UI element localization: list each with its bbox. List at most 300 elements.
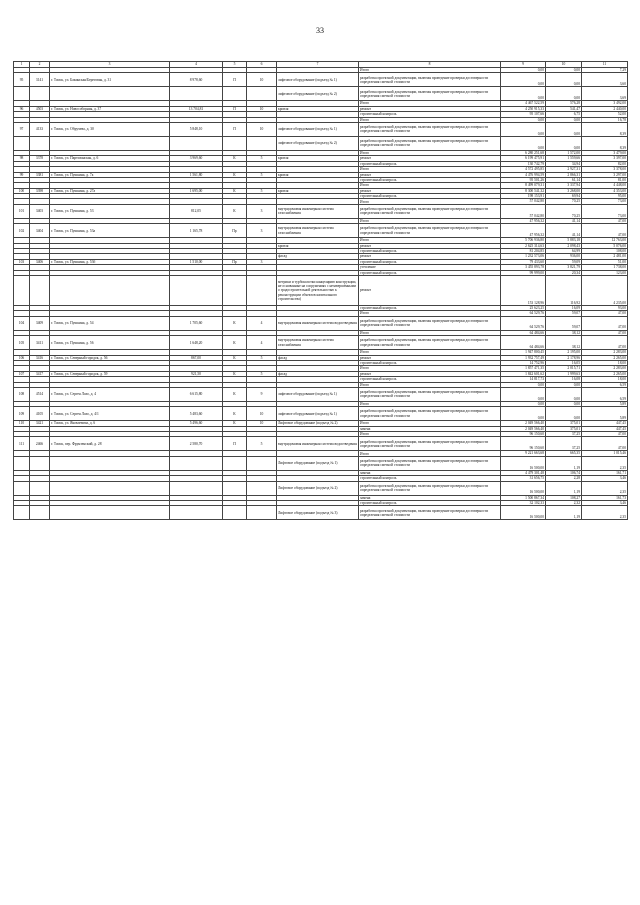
cost-cell: 0,00: [501, 401, 546, 406]
cost-per-sqm-cell: 41,14: [546, 218, 582, 223]
cost-cell: 0,00: [501, 387, 546, 401]
table-row: [14, 316, 628, 330]
cost-per-sqm-cell: 2 098,43: [546, 243, 582, 248]
limit-cost-cell: 47,00: [582, 311, 628, 316]
floors-cell: 10: [247, 73, 277, 87]
cost-per-sqm-cell: 108,27: [546, 495, 582, 500]
floors-cell: [247, 456, 277, 470]
cost-per-sqm-cell: 2 927,31: [546, 167, 582, 172]
area-cell: [170, 481, 223, 495]
table-row: [14, 204, 628, 218]
cost-cell: 6 199 475,91: [501, 156, 546, 161]
cost-cell: 0,00: [501, 117, 546, 122]
work-type-cell: разработка проектной документации, включая проведение проверки достоверности определения сметной стоимости: [359, 73, 501, 87]
limit-cost-cell: 2 283,00: [582, 350, 628, 355]
work-type-cell: разработка проектной документации, включая проведение проверки достоверности определения сметной стоимости: [359, 316, 501, 330]
work-type-cell: Итого: [359, 199, 501, 204]
cost-cell: 25 623,25: [501, 305, 546, 310]
cost-cell: 96 150,60: [501, 432, 546, 437]
row-index-cell: 109: [14, 407, 30, 421]
limit-cost-cell: 52,00: [582, 112, 628, 117]
cost-per-sqm-cell: 69,94: [546, 194, 582, 199]
material-cell: К: [223, 371, 247, 376]
area-cell: 867,00: [170, 355, 223, 360]
cost-per-sqm-cell: 0,00: [546, 136, 582, 150]
material-cell: К: [223, 156, 247, 161]
row-index-cell: 98: [14, 156, 30, 161]
cost-per-sqm-cell: 2 866,31: [546, 172, 582, 177]
limit-cost-cell: 1 738,00: [582, 265, 628, 270]
work-type-cell: Итого: [359, 101, 501, 106]
limit-cost-cell: 4 235,00: [582, 275, 628, 305]
column-number: 10: [546, 62, 582, 68]
limit-cost-cell: 51,00: [582, 259, 628, 264]
limit-cost-cell: 2 265,00: [582, 355, 628, 360]
limit-cost-cell: 3,46: [582, 476, 628, 481]
work-type-cell: строительный контроль: [359, 194, 501, 199]
work-type-cell: разработка проектной документации, включая проведение проверки достоверности определения сметной стоимости: [359, 456, 501, 470]
element-cell: кровля: [277, 243, 359, 248]
element-cell: Лифтовое оборудование (подъезд № 3): [277, 506, 359, 520]
limit-cost-cell: 447,45: [582, 421, 628, 426]
column-number: 3: [50, 62, 170, 68]
floors-cell: [247, 275, 277, 305]
material-cell: [223, 136, 247, 150]
table-row: [14, 122, 628, 136]
limit-cost-cell: 2 440,00: [582, 106, 628, 111]
column-number: 2: [30, 62, 50, 68]
cost-cell: 1 232 573,06: [501, 254, 546, 259]
area-cell: [170, 456, 223, 470]
cost-cell: 5 706 936,80: [501, 238, 546, 243]
row-index-cell: 97: [14, 122, 30, 136]
row-index-cell: 107: [14, 371, 30, 376]
work-type-cell: Итого: [359, 167, 501, 172]
floors-cell: 4: [247, 336, 277, 350]
area-cell: 1 695,00: [170, 188, 223, 193]
row-index-cell: [14, 456, 30, 470]
cost-per-sqm-cell: 0,00: [546, 122, 582, 136]
cost-per-sqm-cell: 6,75: [546, 112, 582, 117]
address-cell: г. Томск, пер. Фрунзенский, д. 28: [50, 437, 170, 451]
address-cell: г. Томск, ул. Пушкина, д. 54: [50, 316, 170, 330]
limit-cost-cell: 3 297,00: [582, 172, 628, 177]
cost-cell: 96 150,60: [501, 437, 546, 451]
house-id-cell: [30, 275, 50, 305]
address-cell: г. Томск, ул. Пушкина, д. 53: [50, 204, 170, 218]
address-cell: [50, 456, 170, 470]
limit-cost-cell: 5,89: [582, 407, 628, 421]
work-type-cell: разработка проектной документации, включая проведение проверки достоверности определения сметной стоимости: [359, 136, 501, 150]
floors-cell: [247, 481, 277, 495]
cost-per-sqm-cell: 665,35: [546, 451, 582, 456]
limit-cost-cell: 1 015,46: [582, 451, 628, 456]
work-type-cell: ремонт: [359, 156, 501, 161]
cost-cell: 64 484,66: [501, 330, 546, 335]
limit-cost-cell: 123,00: [582, 270, 628, 275]
address-cell: г. Томск, ул. Пушкина, д. 56: [50, 336, 170, 350]
column-number: 7: [277, 62, 359, 68]
cost-per-sqm-cell: 59,07: [546, 311, 582, 316]
cost-cell: 57 042,80: [501, 204, 546, 218]
cost-per-sqm-cell: 61,14: [546, 177, 582, 182]
area-cell: [170, 506, 223, 520]
cost-cell: 16 500,00: [501, 481, 546, 495]
cost-per-sqm-cell: 64,99: [546, 249, 582, 254]
house-id-cell: 3378: [30, 156, 50, 161]
table-row: [14, 407, 628, 421]
material-cell: К: [223, 204, 247, 218]
cost-cell: 1 857 471,35: [501, 366, 546, 371]
work-type-cell: ремонт: [359, 172, 501, 177]
cost-cell: 4 572 495,85: [501, 167, 546, 172]
limit-cost-cell: 4 353,00: [582, 188, 628, 193]
material-cell: П: [223, 437, 247, 451]
house-id-cell: 4133: [30, 122, 50, 136]
row-index-cell: 105: [14, 336, 30, 350]
cost-per-sqm-cell: 1 559,66: [546, 156, 582, 161]
column-number: 6: [247, 62, 277, 68]
cost-per-sqm-cell: 37,25: [546, 437, 582, 451]
limit-cost-cell: 447,45: [582, 426, 628, 431]
limit-cost-cell: 161,71: [582, 470, 628, 475]
work-type-cell: разработка проектной документации, включая проведение проверки достоверности определения сметной стоимости: [359, 122, 501, 136]
material-cell: П: [223, 122, 247, 136]
work-type-cell: замена: [359, 426, 501, 431]
limit-cost-cell: 3 397,00: [582, 156, 628, 161]
area-cell: 8 978,60: [170, 73, 223, 87]
cost-cell: 153 128,96: [501, 275, 546, 305]
cost-per-sqm-cell: 1,19: [546, 481, 582, 495]
element-cell: лифтовое оборудование (подъезд № 2): [277, 87, 359, 101]
material-cell: [223, 506, 247, 520]
house-id-cell: [30, 136, 50, 150]
limit-cost-cell: 2,35: [582, 481, 628, 495]
table-row: [14, 506, 628, 520]
limit-cost-cell: 47,00: [582, 432, 628, 437]
cost-cell: 0,00: [501, 73, 546, 87]
area-cell: [170, 87, 223, 101]
work-type-cell: Итого: [359, 421, 501, 426]
material-cell: К: [223, 387, 247, 401]
floors-cell: 3: [247, 259, 277, 264]
house-id-cell: 4503: [30, 106, 50, 111]
element-cell: лифтовое оборудование (подъезд № 1): [277, 387, 359, 401]
cost-cell: 0,00: [501, 136, 546, 150]
cost-cell: 0,00: [501, 68, 546, 73]
cost-cell: 0,00: [501, 382, 546, 387]
address-cell: г. Томск, ул. Бакинская/Береговая, д. 31: [50, 73, 170, 87]
house-id-cell: 3404: [30, 224, 50, 238]
address-cell: г. Томск, ул. Северный городок, д. 56: [50, 355, 170, 360]
cost-cell: 4 250 915,33: [501, 106, 546, 111]
cost-per-sqm-cell: 20,34: [546, 270, 582, 275]
house-id-cell: 3403: [30, 204, 50, 218]
work-type-cell: Итого: [359, 150, 501, 155]
work-type-cell: разработка проектной документации, включая проведение проверки достоверности определения сметной стоимости: [359, 506, 501, 520]
limit-cost-cell: 47,00: [582, 437, 628, 451]
page-number: 33: [316, 26, 324, 35]
address-cell: [50, 506, 170, 520]
limit-cost-cell: 6,59: [582, 382, 628, 387]
row-index-cell: [14, 506, 30, 520]
material-cell: П: [223, 106, 247, 111]
house-id-cell: [30, 506, 50, 520]
cost-per-sqm-cell: 2 015,71: [546, 366, 582, 371]
element-cell: метрики и турбоколотки канцелярию конструкции, не основанные на сооружениях с незавершёнными о градостроительной деятельностью к реконструкции объектов капитального строительства): [277, 275, 359, 305]
row-index-cell: 108: [14, 387, 30, 401]
element-cell: лифтовое оборудование (подъезд № 2): [277, 136, 359, 150]
floors-cell: 10: [247, 421, 277, 426]
limit-cost-cell: 6,59: [582, 387, 628, 401]
work-type-cell: ремонт: [359, 243, 501, 248]
material-cell: Пр: [223, 224, 247, 238]
limit-cost-cell: 7,29: [582, 68, 628, 73]
element-cell: кровля: [277, 188, 359, 193]
cost-cell: 14 752,96: [501, 360, 546, 365]
cost-cell: 2 049 566,40: [501, 421, 546, 426]
work-type-cell: строительный контроль: [359, 270, 501, 275]
limit-cost-cell: 3,69: [582, 87, 628, 101]
column-number: 4: [170, 62, 223, 68]
table-row: [14, 136, 628, 150]
floors-cell: [247, 136, 277, 150]
floors-cell: 5: [247, 172, 277, 177]
house-id-cell: [30, 87, 50, 101]
limit-cost-cell: 3 479,00: [582, 150, 628, 155]
work-type-cell: строительный контроль: [359, 501, 501, 506]
cost-per-sqm-cell: 0,00: [546, 387, 582, 401]
work-type-cell: Итого: [359, 311, 501, 316]
material-cell: [223, 456, 247, 470]
cost-cell: 0,00: [501, 407, 546, 421]
cost-cell: 130 742,79: [501, 161, 546, 166]
element-cell: внутридомовая инженерная система газоснабжения: [277, 336, 359, 350]
limit-cost-cell: 8,39: [582, 136, 628, 150]
work-type-cell: строительный контроль: [359, 476, 501, 481]
cost-cell: 0,00: [501, 87, 546, 101]
cost-per-sqm-cell: 34,94: [546, 161, 582, 166]
house-id-cell: 3406: [30, 259, 50, 264]
area-cell: [170, 275, 223, 305]
cost-cell: 31 656,75: [501, 476, 546, 481]
table-row: [14, 87, 628, 101]
area-cell: [170, 136, 223, 150]
limit-cost-cell: 5,89: [582, 401, 628, 406]
table-row: [14, 481, 628, 495]
cost-per-sqm-cell: 0,00: [546, 87, 582, 101]
row-index-cell: [14, 275, 30, 305]
address-cell: г. Томск, ул. Сергея Лазо, д. 4: [50, 387, 170, 401]
cost-per-sqm-cell: 2,28: [546, 476, 582, 481]
cost-per-sqm-cell: 2 195,00: [546, 350, 582, 355]
house-id-cell: 4105: [30, 407, 50, 421]
limit-cost-cell: 2,35: [582, 456, 628, 470]
cost-cell: 79 433,60: [501, 259, 546, 264]
table-row: [14, 224, 628, 238]
table-row: [14, 336, 628, 350]
house-id-cell: 3417: [30, 371, 50, 376]
element-cell: лифтовое оборудование (подъезд № 1): [277, 122, 359, 136]
limit-cost-cell: 18,00: [582, 360, 628, 365]
cost-per-sqm-cell: 1 999,63: [546, 371, 582, 376]
element-cell: внутридомовая инженерная система водоотведения: [277, 316, 359, 330]
cost-cell: 1 500 867,34: [501, 495, 546, 500]
cost-cell: 6 280 251,68: [501, 150, 546, 155]
element-cell: лифтовое оборудование (подъезд № 1): [277, 73, 359, 87]
cost-per-sqm-cell: 0,00: [546, 401, 582, 406]
floors-cell: 4: [247, 316, 277, 330]
cost-cell: 1 932 757,49: [501, 355, 546, 360]
area-cell: 5 848,10: [170, 122, 223, 136]
cost-cell: 95 107,66: [501, 112, 546, 117]
work-type-cell: строительный контроль: [359, 305, 501, 310]
floors-cell: [247, 506, 277, 520]
material-cell: К: [223, 355, 247, 360]
cost-cell: 57 042,80: [501, 199, 546, 204]
work-type-cell: Итого: [359, 183, 501, 188]
area-cell: 2 580,70: [170, 437, 223, 451]
cost-per-sqm-cell: 0,00: [546, 68, 582, 73]
work-type-cell: строительный контроль: [359, 259, 501, 264]
work-type-cell: разработка проектной документации, включая проведение проверки достоверности определения сметной стоимости: [359, 336, 501, 350]
area-cell: 6 615,80: [170, 387, 223, 401]
house-id-cell: 3416: [30, 355, 50, 360]
work-type-cell: Итого: [359, 330, 501, 335]
cost-cell: 32 102,33: [501, 501, 546, 506]
cost-per-sqm-cell: 576,28: [546, 101, 582, 106]
limit-cost-cell: 93,00: [582, 305, 628, 310]
limit-cost-cell: 47,00: [582, 218, 628, 223]
floors-cell: 10: [247, 106, 277, 111]
limit-cost-cell: 3,60: [582, 73, 628, 87]
cost-per-sqm-cell: 3 821,79: [546, 265, 582, 270]
house-id-cell: [30, 456, 50, 470]
house-id-cell: 3411: [30, 336, 50, 350]
work-type-cell: ремонт: [359, 106, 501, 111]
floors-cell: 5: [247, 371, 277, 376]
work-type-cell: Итого: [359, 366, 501, 371]
limit-cost-cell: 161,73: [582, 495, 628, 500]
address-cell: г. Томск, ул. Яковлевича, д. 6: [50, 421, 170, 426]
element-cell: Лифтовое оборудование (подъезд № 2): [277, 421, 359, 426]
area-cell: 13 704,81: [170, 106, 223, 111]
cost-cell: 64 529,76: [501, 311, 546, 316]
cost-cell: 14 817,73: [501, 377, 546, 382]
house-id-cell: [30, 481, 50, 495]
repair-program-table: [13, 61, 628, 520]
work-type-cell: Итого: [359, 382, 501, 387]
cost-cell: 198 153,91: [501, 194, 546, 199]
element-cell: кровля: [277, 156, 359, 161]
row-index-cell: 106: [14, 355, 30, 360]
element-cell: кровля: [277, 106, 359, 111]
material-cell: К: [223, 316, 247, 330]
address-cell: г. Томск, ул. Обручева, д. 30: [50, 122, 170, 136]
work-type-cell: строительный контроль: [359, 112, 501, 117]
table-row: [14, 456, 628, 470]
work-type-cell: Итого: [359, 238, 501, 243]
limit-cost-cell: 5 076,00: [582, 243, 628, 248]
material-cell: Пр: [223, 259, 247, 264]
row-index-cell: 111: [14, 437, 30, 451]
column-number: 5: [223, 62, 247, 68]
limit-cost-cell: 73,00: [582, 199, 628, 204]
element-cell: лифтовое оборудование (подъезд № 1): [277, 407, 359, 421]
limit-cost-cell: 47,00: [582, 336, 628, 350]
limit-cost-cell: 47,00: [582, 224, 628, 238]
cost-per-sqm-cell: 0,00: [546, 73, 582, 87]
work-type-cell: разработка проектной документации, включая проведение проверки достоверности определения сметной стоимости: [359, 437, 501, 451]
floors-cell: 5: [247, 437, 277, 451]
column-number: 11: [582, 62, 628, 68]
cost-per-sqm-cell: 3 337,94: [546, 183, 582, 188]
cost-per-sqm-cell: 116,92: [546, 275, 582, 305]
address-cell: г. Томск, ул. Северный городок, д. 59: [50, 371, 170, 376]
work-type-cell: ремонт: [359, 355, 501, 360]
cost-cell: 1 947 800,45: [501, 350, 546, 355]
cost-per-sqm-cell: 1 572,00: [546, 150, 582, 155]
floors-cell: 5: [247, 156, 277, 161]
cost-cell: 9 221 663,68: [501, 451, 546, 456]
area-cell: 1 648,20: [170, 336, 223, 350]
address-cell: [50, 136, 170, 150]
cost-per-sqm-cell: 38,12: [546, 330, 582, 335]
address-cell: г. Томск, ул. Партизанская, д. 6: [50, 156, 170, 161]
column-number: 1: [14, 62, 30, 68]
address-cell: [50, 87, 170, 101]
cost-cell: 2 625 314,63: [501, 243, 546, 248]
work-type-cell: строительный контроль: [359, 377, 501, 382]
area-cell: 3 969,60: [170, 156, 223, 161]
cost-per-sqm-cell: 375,01: [546, 421, 582, 426]
house-id-cell: 4514: [30, 387, 50, 401]
limit-cost-cell: 2 481,00: [582, 254, 628, 259]
work-type-cell: Итого: [359, 218, 501, 223]
cost-per-sqm-cell: 0,00: [546, 117, 582, 122]
address-cell: [50, 481, 170, 495]
row-index-cell: 110: [14, 421, 30, 426]
floors-cell: 10: [247, 407, 277, 421]
cost-per-sqm-cell: 3 268,00: [546, 188, 582, 193]
cost-per-sqm-cell: 5 883,18: [546, 238, 582, 243]
row-index-cell: 96: [14, 106, 30, 111]
work-type-cell: ремонт: [359, 188, 501, 193]
limit-cost-cell: 81,00: [582, 177, 628, 182]
cost-per-sqm-cell: 59,09: [546, 259, 582, 264]
limit-cost-cell: 2,35: [582, 506, 628, 520]
house-id-cell: 3381: [30, 172, 50, 177]
cost-per-sqm-cell: 375,01: [546, 426, 582, 431]
element-cell: Лифтовое оборудование (подъезд № 2): [277, 481, 359, 495]
area-cell: 1 561,80: [170, 172, 223, 177]
cost-per-sqm-cell: 2 178,96: [546, 355, 582, 360]
work-type-cell: ремонт: [359, 275, 501, 305]
area-cell: 812,05: [170, 204, 223, 218]
work-type-cell: замена: [359, 470, 501, 475]
work-type-cell: Итого: [359, 451, 501, 456]
area-cell: 5 496,60: [170, 421, 223, 426]
work-type-cell: ремонт: [359, 371, 501, 376]
material-cell: К: [223, 407, 247, 421]
cost-cell: 8 300 541,32: [501, 188, 546, 193]
floors-cell: 9: [247, 387, 277, 401]
address-cell: г. Томск, ул. Пушкина, д. 53а: [50, 224, 170, 238]
floors-cell: [247, 87, 277, 101]
floors-cell: 5: [247, 188, 277, 193]
work-type-cell: Итого: [359, 117, 501, 122]
row-index-cell: [14, 481, 30, 495]
